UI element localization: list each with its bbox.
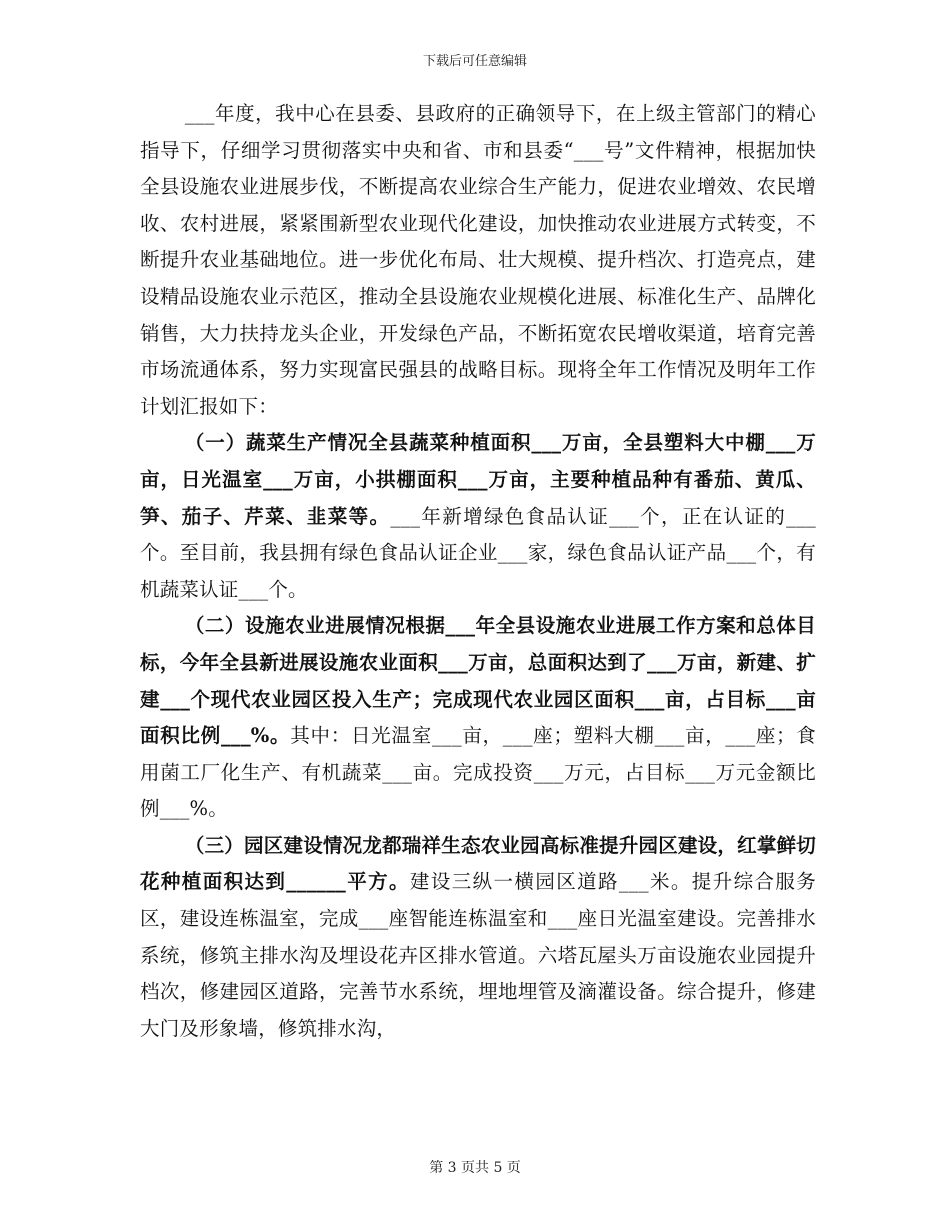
section-vegetable-production <box>140 425 816 608</box>
section-vegetable-body: ___年新增绿色食品认证___个，正在认证的___个。至目前，我县拥有绿色食品认证企业___家，绿色食品认证产品___个，有机蔬菜认证___个。 <box>140 504 816 601</box>
section-park-heading: （三）园区建设情况龙都瑞祥生态农业园高标准提升园区建设，红掌鲜切花种植面积达到______平方。 <box>140 833 816 894</box>
intro-paragraph: ___年度，我中心在县委、县政府的正确领导下，在上级主管部门的精心指导下，仔细学习贯彻落实中央和省、市和县委“___号”文件精神，根据加快全县设施农业进展步伐，不断提高农业综合生产能力，促进农业增效、农民增收、农村进展，紧紧围新型农业现代化建设，加快推动农业进展方式转变，不断提升农业基础地位。进一步优化布局、壮大规模、提升档次、打造亮点，建设精品设施农业示范区，推动全县设施农业规模化进展、标准化生产、品牌化销售，大力扶持龙头企业，开发绿色产品，不断拓宽农民增收渠道，培育完善市场流通体系，努力实现富民强县的战略目标。现将全年工作情况及明年工作计划汇报如下： <box>140 102 816 418</box>
section-park-body: 建设三纵一横园区道路___米。提升综合服务区，建设连栋温室，完成___座智能连栋温室和___座日光温室建设。完善排水系统，修筑主排水沟及埋设花卉区排水管道。六塔瓦屋头万亩设施农业园提升档次，修建园区道路，完善节水系统，埋地埋管及滴灌设备。综合提升，修建大门及形象墙，修筑排水沟， <box>140 870 816 1040</box>
page-number: 第 3 页共 5 页 <box>429 1160 521 1176</box>
section-facility-body: 其中：日光温室___亩，___座；塑料大棚___亩，___座；食用菌工厂化生产、有机蔬菜___亩。完成投资___万元，占目标___万元金额比例___%。 <box>140 724 816 821</box>
section-park-construction <box>140 828 816 1048</box>
page-header: 下载后可任意编辑 <box>422 54 527 69</box>
section-facility-heading: （二）设施农业进展情况根据___年全县设施农业进展工作方案和总体目标，今年全县新进展设施农业面积___万亩，总面积达到了___万亩，新建、扩建___个现代农业园区投入生产；完成现代农业园区面积___亩，占目标___亩面积比例___%。 <box>140 614 816 748</box>
document-body <box>140 96 816 1047</box>
section-facility-agriculture <box>140 608 816 828</box>
section-vegetable-heading: （一）蔬菜生产情况全县蔬菜种植面积___万亩，全县塑料大中棚___万亩，日光温室___万亩，小拱棚面积___万亩，主要种植品种有番茄、黄瓜、笋、茄子、芹菜、韭菜等。 <box>140 431 816 528</box>
